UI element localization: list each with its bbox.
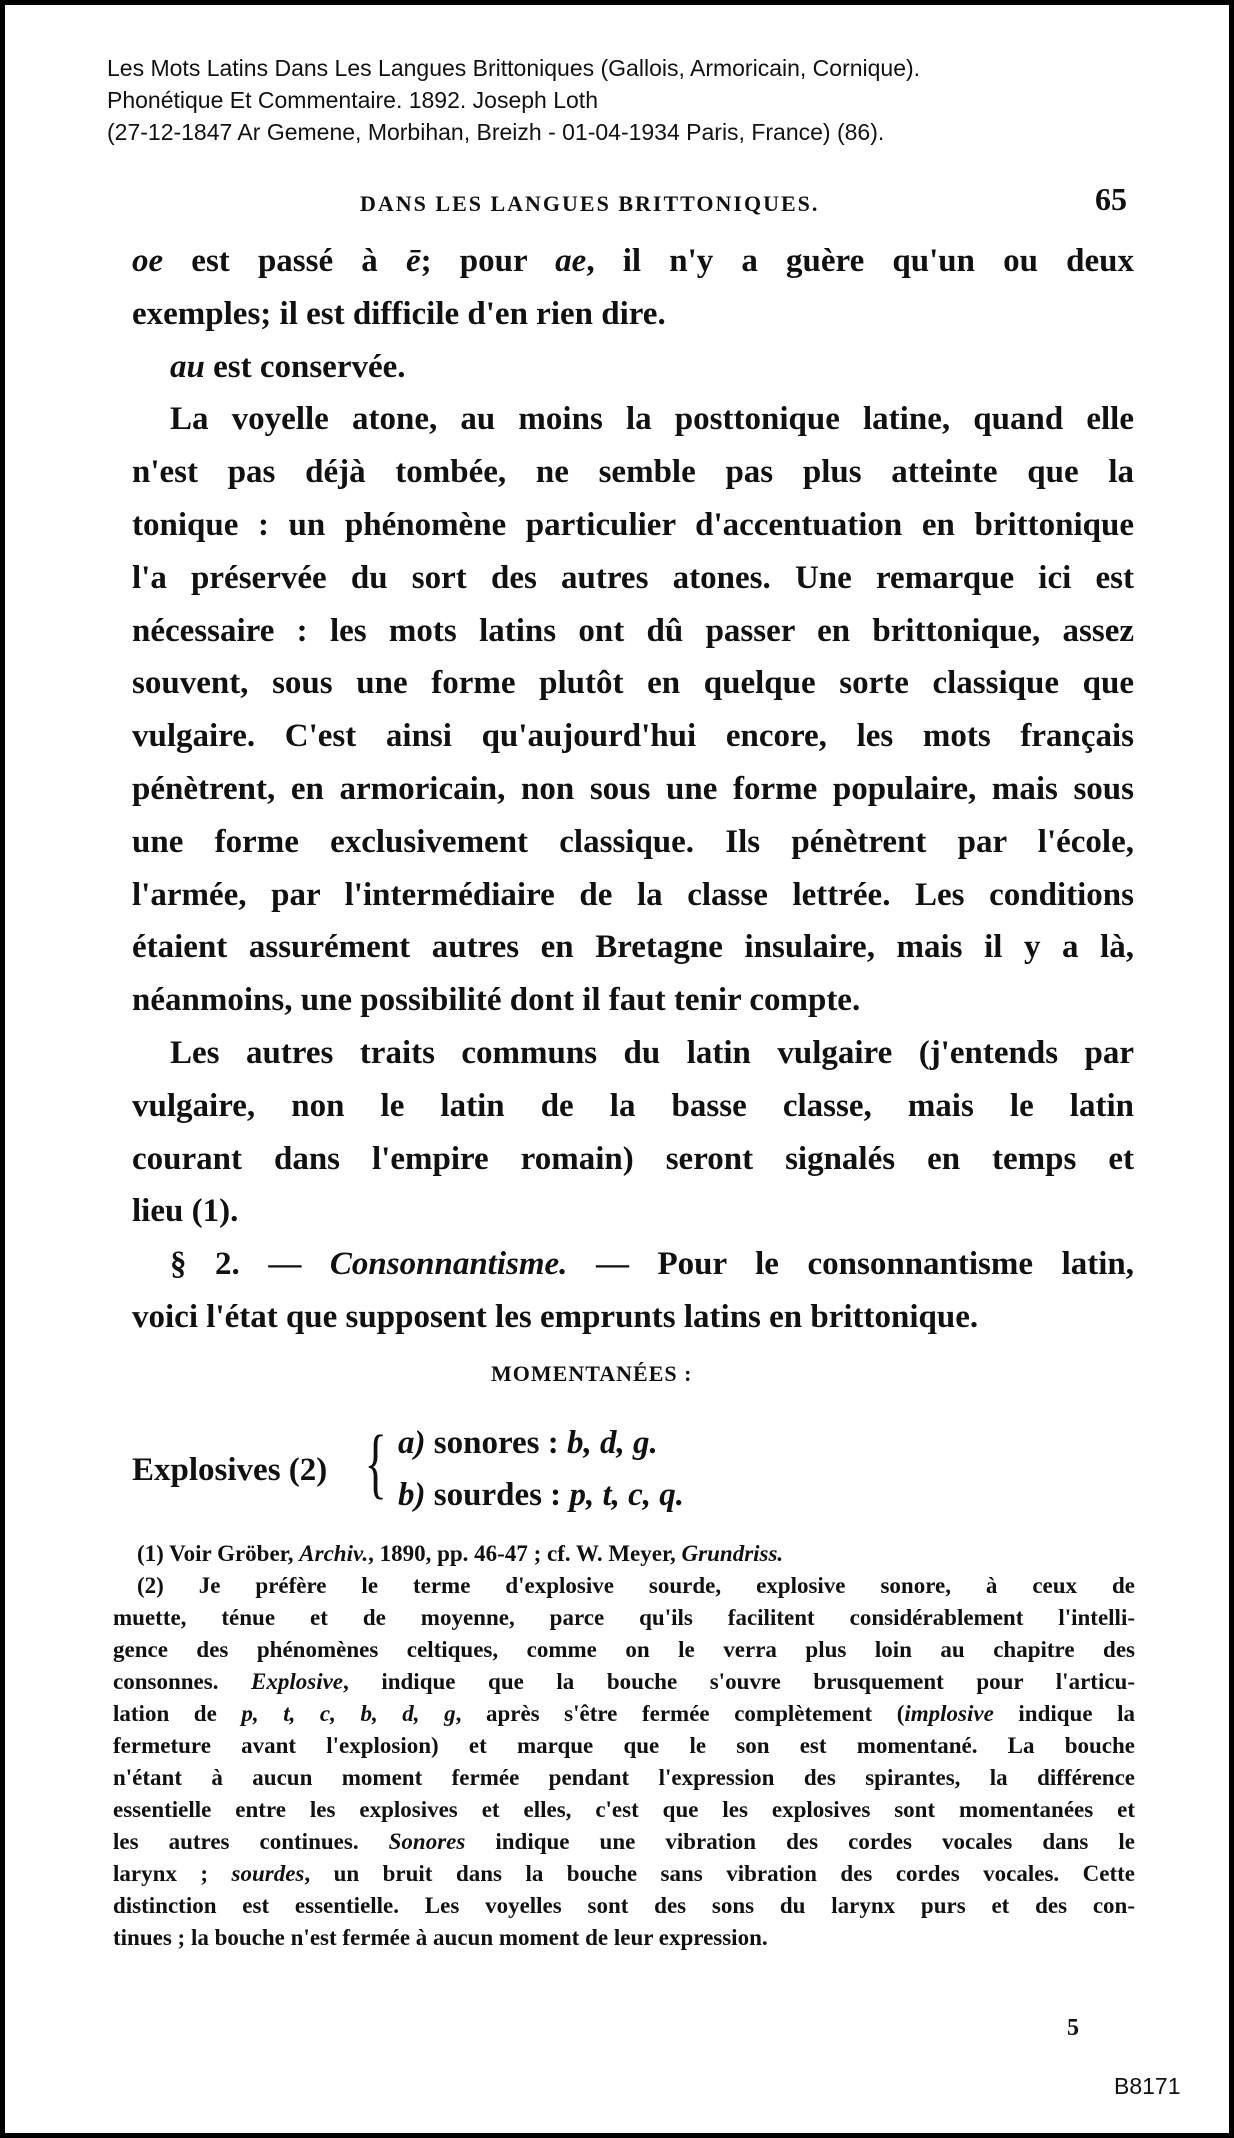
italic-text: Explosive (251, 1669, 344, 1694)
text-run: pénètrent, en armoricain, non sous une forme populaire, mais sous (132, 771, 1134, 807)
footnote-line (113, 1603, 1135, 1633)
italic-text: p, t, c, b, d, g (241, 1701, 456, 1726)
explosive-voiced-line (398, 1425, 658, 1462)
running-head: DANS LES LANGUES BRITTONIQUES. (360, 191, 820, 216)
italic-text: oe (132, 243, 164, 279)
text-line (132, 241, 1134, 281)
text-run: est conservée. (204, 348, 406, 385)
italic-text: ae (555, 243, 587, 279)
text-line (132, 927, 1134, 967)
text-line (132, 558, 1134, 598)
text-line (132, 399, 1134, 439)
text-line (132, 505, 1134, 545)
text-run: nécessaire : les mots latins ont dû passer en brittonique, assez (132, 612, 1134, 649)
text-line (132, 980, 1134, 1020)
text-run: ; pour (420, 243, 556, 279)
text-run: § 2. — (170, 1246, 330, 1283)
text-line (132, 611, 1134, 651)
text-line (132, 875, 1134, 915)
explosive-voiceless-line (398, 1477, 684, 1514)
text-run: exemples; il est difficile d'en rien dire. (132, 295, 666, 332)
text-line (132, 769, 1134, 809)
footnote-line (113, 1539, 1135, 1569)
italic-text: Consonnantisme. (329, 1246, 568, 1283)
text-run: n'étant à aucun moment fermée pendant l'expression des spirantes, la différence (113, 1765, 1135, 1790)
text-run: distinction est essentielle. Les voyelles sont des sons du larynx purs et des con- (113, 1893, 1135, 1918)
metadata-line: Les Mots Latins Dans Les Langues Brittoniques (Gallois, Armoricain, Cornique). (107, 55, 921, 81)
text-run: , indique que la bouche s'ouvre brusquement pour l'articu- (343, 1669, 1135, 1694)
footnote-line (113, 1795, 1135, 1825)
text-line (132, 822, 1134, 862)
text-run: souvent, sous une forme plutôt en quelque sorte classique que (132, 665, 1134, 702)
text-run: (1) Voir Gröber, (137, 1541, 300, 1566)
text-line (132, 294, 1134, 334)
text-run: , un bruit dans la bouche sans vibration des cordes vocales. Cette (304, 1861, 1135, 1886)
text-run: vulgaire, non le latin de la basse classe, mais le latin (132, 1087, 1134, 1124)
italic-text: Grundriss. (681, 1541, 784, 1566)
text-run: consonnes. (113, 1669, 252, 1694)
text-run: une forme exclusivement classique. Ils pénètrent par l'école, (132, 823, 1134, 860)
text-run: indique la (993, 1701, 1136, 1726)
footnote-line (113, 1699, 1135, 1729)
text-run: indique une vibration des cordes vocales dans le (465, 1829, 1135, 1854)
italic-text: b, d, g. (566, 1425, 658, 1461)
explosives-label: Explosives (2) (132, 1452, 328, 1488)
text-run: l'a préservée du sort des autres atones. Une remarque ici est (132, 559, 1134, 596)
footnote-line (113, 1891, 1135, 1921)
text-run: larynx ; (113, 1861, 232, 1886)
text-run: , il n'y a guère qu'un ou deux (586, 243, 1135, 279)
text-run: , 1890, pp. 46-47 ; cf. W. Meyer, (368, 1541, 682, 1566)
text-run: tonique : un phénomène particulier d'accentuation en brittonique (132, 507, 1134, 543)
metadata-line: (27-12-1847 Ar Gemene, Morbihan, Breizh - 01-04-1934 Paris, France) (86). (107, 119, 885, 145)
text-run: essentielle entre les explosives et elles, c'est que les explosives sont momentanées et (113, 1797, 1135, 1822)
text-run: est passé à (163, 243, 406, 279)
italic-text: au (170, 348, 205, 385)
text-run: gence des phénomènes celtiques, comme on le verra plus loin au chapitre des (113, 1637, 1135, 1662)
italic-text: sourdes (231, 1861, 305, 1886)
text-run: vulgaire. C'est ainsi qu'aujourd'hui encore, les mots français (132, 718, 1134, 755)
text-run: — Pour le consonnantisme latin, (567, 1246, 1135, 1283)
text-line (132, 1033, 1134, 1073)
italic-text: Sonores (388, 1829, 466, 1854)
text-run: fermeture avant l'explosion) et marque que le son est momentané. La bouche (113, 1733, 1135, 1758)
catalog-code: B8171 (1114, 2073, 1181, 2099)
text-line (132, 452, 1134, 492)
section-heading: MOMENTANÉES : (491, 1361, 693, 1386)
folio-signature: 5 (1067, 2015, 1079, 2041)
italic-text: b) (398, 1477, 426, 1513)
text-line (132, 1139, 1134, 1179)
footnote-line (113, 1763, 1135, 1793)
footnote-line (113, 1667, 1135, 1697)
text-run: courant dans l'empire romain) seront signalés en temps et (132, 1140, 1134, 1177)
text-run: néanmoins, une possibilité dont il faut tenir compte. (132, 982, 861, 1019)
text-run: La voyelle atone, au moins la posttonique latine, quand elle (170, 401, 1134, 438)
text-run: lieu (1). (132, 1193, 239, 1230)
text-line (132, 663, 1134, 703)
text-run: tinues ; la bouche n'est fermée à aucun moment de leur expression. (113, 1925, 768, 1950)
text-line (132, 1191, 1134, 1231)
text-run: étaient assurément autres en Bretagne insulaire, mais il y a là, (132, 929, 1134, 966)
italic-text: implosive (904, 1701, 994, 1726)
text-run: Les autres traits communs du latin vulgaire (j'entends par (170, 1035, 1134, 1071)
text-line (132, 1244, 1134, 1284)
text-run: n'est pas déjà tombée, ne semble pas plus atteinte que la (132, 454, 1134, 491)
italic-text: Archiv. (299, 1541, 369, 1566)
text-run: sonores : (425, 1425, 567, 1461)
italic-text: p, t, c, q. (569, 1477, 685, 1513)
text-line (132, 716, 1134, 756)
text-run: (2) Je préfère le terme d'explosive sourde, explosive sonore, à ceux de (137, 1573, 1135, 1598)
italic-text: ē (405, 243, 421, 279)
text-line (132, 347, 1134, 387)
text-line (132, 1086, 1134, 1126)
footnote-line (113, 1827, 1135, 1857)
text-run: lation de (113, 1701, 242, 1726)
text-run: , après s'être fermée complètement ( (455, 1701, 905, 1726)
text-run: les autres continues. (113, 1829, 389, 1854)
footnote-line (113, 1731, 1135, 1761)
text-run: voici l'état que supposent les emprunts latins en brittonique. (132, 1299, 979, 1335)
text-run: l'armée, par l'intermédiaire de la classe lettrée. Les conditions (132, 876, 1134, 913)
metadata-line: Phonétique Et Commentaire. 1892. Joseph Loth (107, 87, 598, 113)
footnote-line (113, 1635, 1135, 1665)
text-run: sourdes : (425, 1477, 570, 1513)
text-run: muette, ténue et de moyenne, parce qu'ils facilitent considérablement l'intelli- (113, 1605, 1135, 1630)
text-line (132, 1297, 1134, 1337)
brace-symbol: { (364, 1419, 387, 1506)
page-number: 65 (1095, 181, 1127, 217)
footnote-line (113, 1859, 1135, 1889)
footnote-line (113, 1571, 1135, 1601)
footnote-line (113, 1923, 1135, 1953)
italic-text: a) (398, 1425, 426, 1461)
